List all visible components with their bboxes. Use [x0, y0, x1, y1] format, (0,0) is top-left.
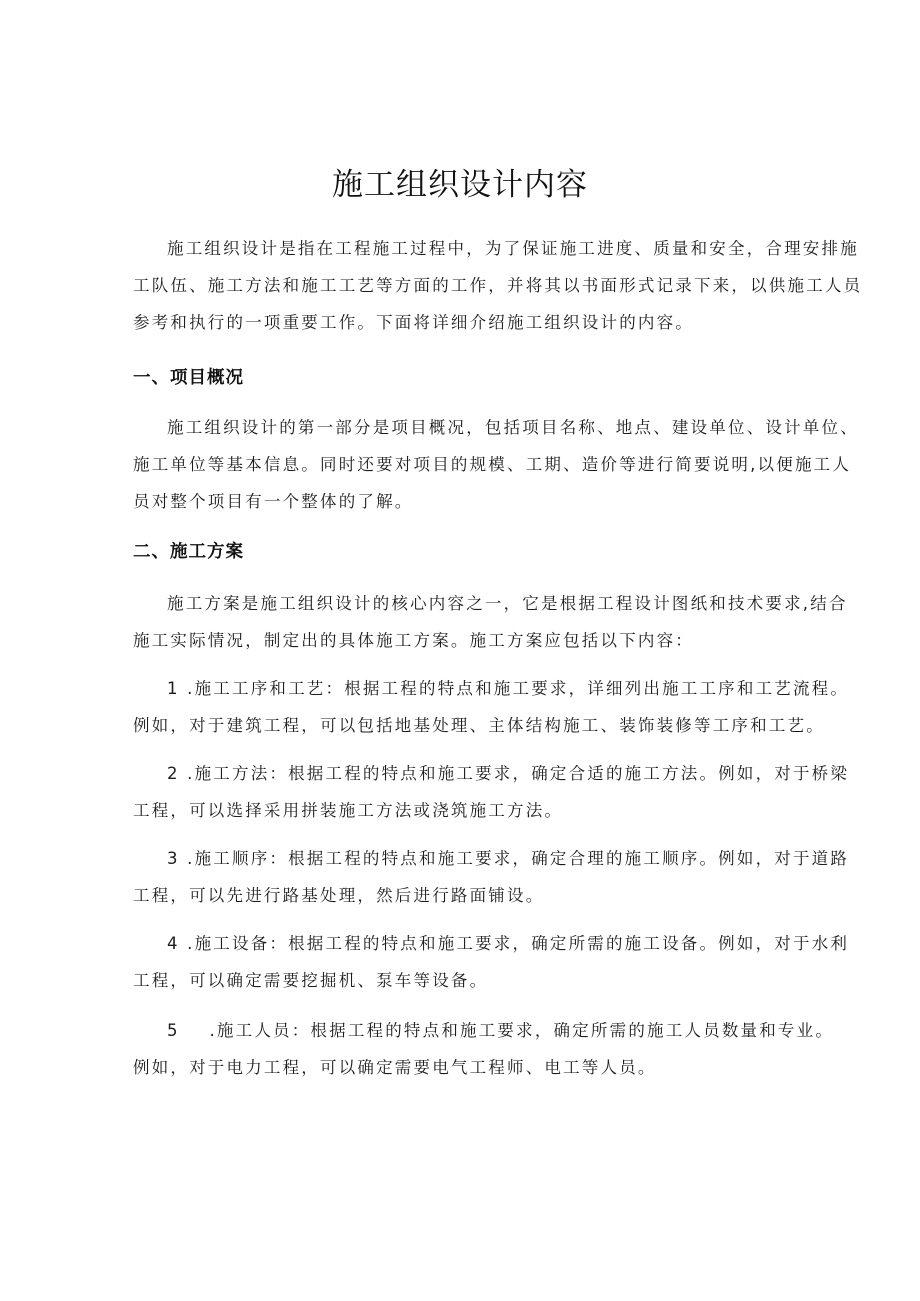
intro-line: 参考和执行的一项重要工作。下面将详细介绍施工组织设计的内容。 — [133, 313, 694, 332]
list-item-3 — [133, 840, 850, 914]
list-item-line: 工程，可以确定需要挖掘机、泵车等设备。 — [133, 971, 489, 990]
section-heading-construction-plan: 二、施工方案 — [133, 542, 244, 562]
list-item-5 — [133, 1012, 835, 1086]
list-item-line: 例如，对于电力工程，可以确定需要电气工程师、电工等人员。 — [133, 1058, 657, 1077]
list-item-line: 例如，对于建筑工程，可以包括地基处理、主体结构施工、装饰装修等工序和工艺。 — [133, 716, 825, 735]
document-title: 施工组织设计内容 — [332, 167, 588, 203]
list-item-line: 2 .施工方法：根据工程的特点和施工要求，确定合适的施工方法。例如，对于桥梁 — [167, 764, 850, 783]
list-item-line: 5 .施工人员：根据工程的特点和施工要求，确定所需的施工人员数量和专业。 — [167, 1021, 835, 1040]
intro-line: 施工组织设计是指在工程施工过程中，为了保证施工进度、质量和安全，合理安排施 — [167, 239, 859, 258]
section-heading-project-overview: 一、项目概况 — [133, 368, 244, 388]
project-overview-paragraph — [133, 409, 859, 520]
list-item-line: 工程，可以先进行路基处理，然后进行路面铺设。 — [133, 886, 545, 905]
paragraph-line: 施工方案是施工组织设计的核心内容之一，它是根据工程设计图纸和技术要求,结合 — [167, 594, 848, 613]
intro-paragraph — [133, 230, 863, 341]
paragraph-line: 员对整个项目有一个整体的了解。 — [133, 492, 414, 511]
construction-plan-intro — [133, 585, 848, 659]
list-item-line: 工程，可以选择采用拼装施工方法或浇筑施工方法。 — [133, 801, 564, 820]
paragraph-line: 施工实际情况，制定出的具体施工方案。施工方案应包括以下内容： — [133, 631, 694, 650]
list-item-line: 4 .施工设备：根据工程的特点和施工要求，确定所需的施工设备。例如，对于水利 — [167, 934, 850, 953]
list-item-1 — [133, 670, 850, 744]
paragraph-line: 施工组织设计的第一部分是项目概况，包括项目名称、地点、建设单位、设计单位、 — [167, 418, 859, 437]
paragraph-line: 施工单位等基本信息。同时还要对项目的规模、工期、造价等进行简要说明,以便施工人 — [133, 455, 852, 474]
intro-line: 工队伍、施工方法和施工工艺等方面的工作，并将其以书面形式记录下来，以供施工人员 — [133, 276, 863, 295]
list-item-4 — [133, 925, 850, 999]
list-item-2 — [133, 755, 850, 829]
list-item-line: 1 .施工工序和工艺：根据工程的特点和施工要求，详细列出施工工序和工艺流程。 — [167, 679, 850, 698]
list-item-line: 3 .施工顺序：根据工程的特点和施工要求，确定合理的施工顺序。例如，对于道路 — [167, 849, 850, 868]
